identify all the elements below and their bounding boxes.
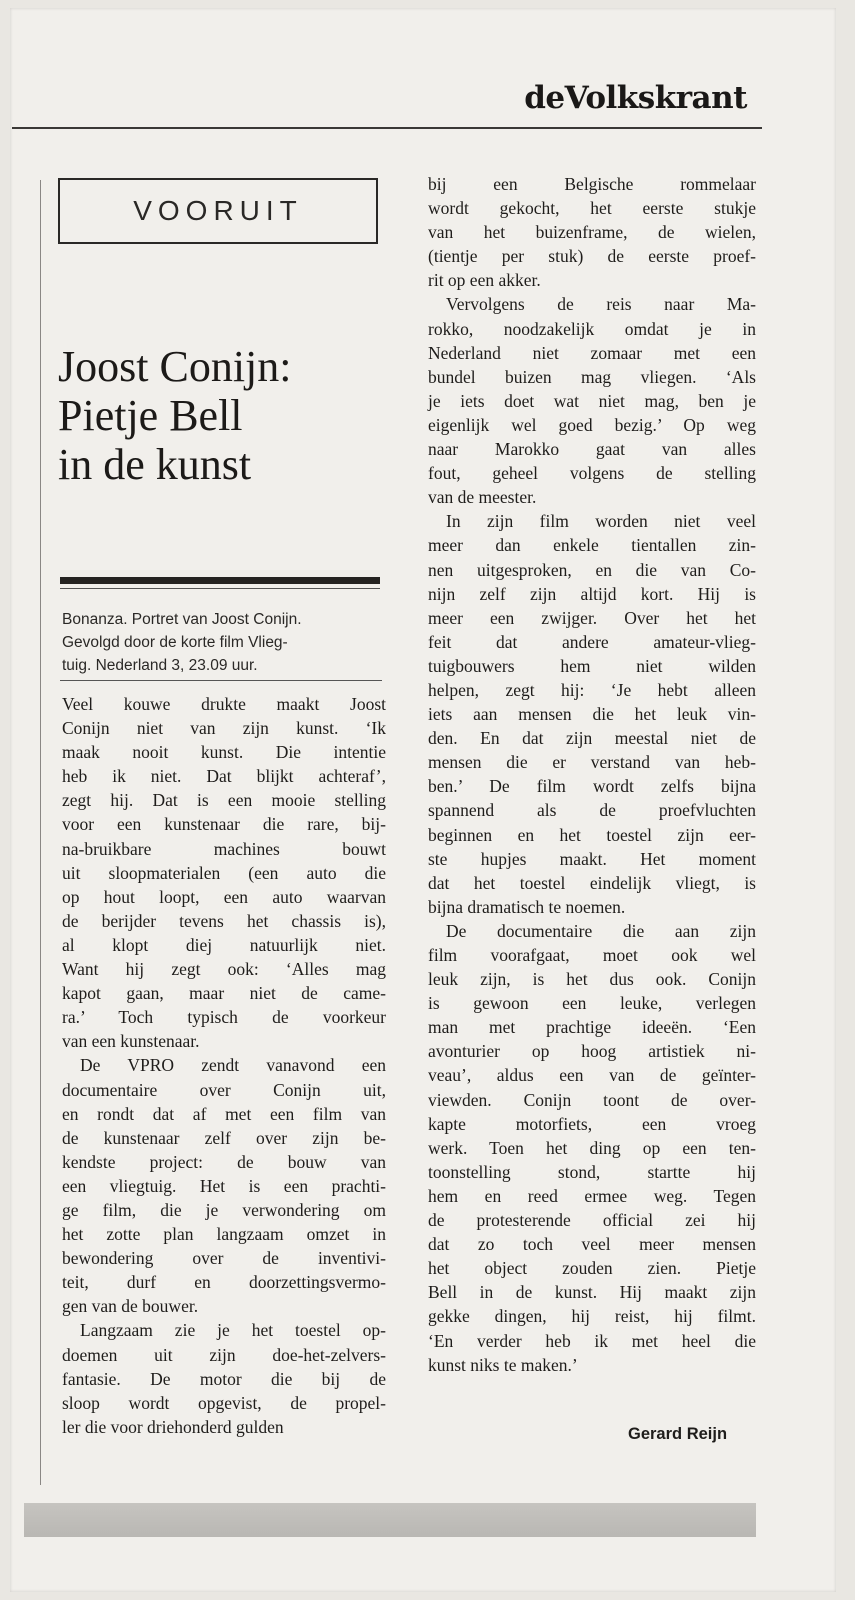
- masthead-logo: deVolkskrant: [524, 80, 747, 116]
- article-line: ‘En verder heb ik met heel die: [428, 1330, 756, 1351]
- scan-edge-band: [24, 1503, 756, 1537]
- article-line: De documentaire die aan zijn: [446, 920, 756, 941]
- credits-line: Gevolgd door de korte film Vlieg-: [62, 634, 288, 651]
- article-line: iets aan mensen die het leuk vin-: [428, 704, 756, 725]
- article-line: kapot gaan, maar niet de came-: [62, 983, 386, 1004]
- article-line: van het buizenframe, de wielen,: [428, 222, 756, 243]
- kicker-label: VOORUIT: [133, 195, 303, 226]
- column-rule: [40, 180, 41, 1485]
- article-line: voor een kunstenaar die rare, bij-: [62, 814, 386, 835]
- article-line: de protesterende official zei hij: [428, 1210, 756, 1231]
- article-line: en rondt dat af met een film van: [62, 1103, 386, 1124]
- article-line: De VPRO zendt vanavond een: [80, 1055, 386, 1076]
- article-line: bundel buizen mag vliegen. ‘Als: [428, 366, 756, 387]
- article-line: je iets doet wat niet mag, ben je: [428, 390, 756, 411]
- article-line: teit, durf en doorzettingsvermo-: [62, 1272, 386, 1293]
- article-line: dat zo toch veel meer mensen: [428, 1234, 756, 1255]
- article-line: het object zouden zien. Pietje: [428, 1258, 756, 1279]
- article-line: veau’, aldus een van de geïnter-: [428, 1065, 756, 1086]
- article-line: op hout loopt, een auto waarvan: [62, 886, 386, 907]
- article-line: avonturier op hoog artistiek ni-: [428, 1041, 756, 1062]
- article-line: meer dan enkele tientallen zin-: [428, 535, 756, 556]
- headline-line: in de kunst: [58, 440, 252, 489]
- article-line: ge film, die je verwondering om: [62, 1199, 386, 1220]
- article-line: de kunstenaar zelf over zijn be-: [62, 1127, 386, 1148]
- article-line: dat het toestel eindelijk vliegt, is: [428, 872, 756, 893]
- article-line: helpen, zegt hij: ‘Je hebt alleen: [428, 679, 756, 700]
- article-line: Bell in de kunst. Hij maakt zijn: [428, 1282, 756, 1303]
- article-line: Vervolgens de reis naar Ma-: [446, 294, 756, 315]
- article-line: maak nooit kunst. Die intentie: [62, 742, 386, 763]
- article-line: van een kunstenaar.: [62, 1031, 200, 1052]
- article-line: is gewoon een leuke, verlegen: [428, 993, 756, 1014]
- article-line: nijn zelf zijn altijd kort. Hij is: [428, 583, 756, 604]
- article-line: toonstelling stond, startte hij: [428, 1161, 756, 1182]
- headline-rule: [60, 577, 380, 584]
- article-line: nen uitgesproken, en die van Co-: [428, 559, 756, 580]
- article-line: Nederland niet zomaar met een: [428, 342, 756, 363]
- article-line: bewondering over de inventivi-: [62, 1248, 386, 1269]
- article-line: In zijn film worden niet veel: [446, 511, 756, 532]
- article-line: gen van de bouwer.: [62, 1296, 199, 1317]
- headline-line: Joost Conijn:: [58, 342, 292, 391]
- article-line: na-bruikbare machines bouwt: [62, 838, 386, 859]
- headline-line: Pietje Bell: [58, 391, 243, 440]
- article-line: Veel kouwe drukte maakt Joost: [62, 694, 386, 714]
- article-line: rokko, noodzakelijk omdat je in: [428, 318, 756, 339]
- article-line: documentaire over Conijn uit,: [62, 1079, 386, 1100]
- article-line: fantasie. De motor die bij de: [62, 1368, 386, 1389]
- broadcast-credits: [62, 608, 382, 677]
- article-line: de berijder tevens het chassis is),: [62, 910, 386, 931]
- article-line: een vliegtuig. Het is een prachti-: [62, 1175, 386, 1196]
- credits-line: tuig. Nederland 3, 23.09 uur.: [62, 657, 258, 674]
- article-line: Langzaam zie je het toestel op-: [80, 1320, 386, 1341]
- article-line: wordt gekocht, het eerste stukje: [428, 198, 756, 219]
- article-line: beginnen en het toestel zijn eer-: [428, 824, 756, 845]
- article-line: kapte motorfiets, een vroeg: [428, 1113, 756, 1134]
- article-line: kunst niks te maken.’: [428, 1354, 578, 1375]
- article-line: sloop wordt opgevist, de propel-: [62, 1392, 386, 1413]
- section-kicker: [58, 178, 378, 244]
- article-line: werk. Toen het ding op een ten-: [428, 1137, 756, 1158]
- article-line: spannend als de proefvluchten: [428, 800, 756, 821]
- article-line: heb ik niet. Dat blijkt achteraf’,: [62, 766, 386, 787]
- masthead-rule: [12, 127, 762, 129]
- article-line: ste hupjes maakt. Het moment: [428, 848, 756, 869]
- article-line: fout, geheel volgens de stelling: [428, 463, 756, 484]
- article-line: zegt hij. Dat is een mooie stelling: [62, 790, 386, 811]
- headline-rule-thin: [60, 588, 380, 589]
- article-line: rit op een akker.: [428, 270, 541, 291]
- article-line: naar Marokko gaat van alles: [428, 439, 756, 460]
- article-line: Conijn niet van zijn kunst. ‘Ik: [62, 718, 386, 739]
- article-line: leuk zijn, is het dus ook. Conijn: [428, 969, 756, 990]
- article-line: feit dat andere amateur-vlieg-: [428, 631, 756, 652]
- author-byline: Gerard Reijn: [628, 1425, 728, 1443]
- headline: [58, 342, 388, 489]
- article-line: film voorafgaat, moet ook wel: [428, 945, 756, 965]
- article-line: ra.’ Toch typisch de voorkeur: [62, 1007, 386, 1028]
- article-line: uit sloopmaterialen (een auto die: [62, 862, 386, 883]
- article-line: kendste project: de bouw van: [62, 1151, 386, 1172]
- article-line: al klopt diej natuurlijk niet.: [62, 934, 386, 955]
- article-line: den. En dat zijn meestal niet de: [428, 728, 756, 749]
- article-line: mensen die er verstand van heb-: [428, 752, 756, 773]
- article-line: meer een zwijger. Over het het: [428, 607, 756, 628]
- article-line: tuigbouwers hem niet wilden: [428, 655, 756, 676]
- article-line: doemen uit zijn doe-het-zelvers-: [62, 1344, 386, 1365]
- credits-separator: [60, 680, 382, 681]
- article-line: bij een Belgische rommelaar: [428, 174, 756, 194]
- article-line: man met prachtige ideeën. ‘Een: [428, 1017, 756, 1038]
- article-line: viewden. Conijn toont de over-: [428, 1089, 756, 1110]
- credits-line: Bonanza. Portret van Joost Conijn.: [62, 611, 302, 628]
- article-line: Want hij zegt ook: ‘Alles mag: [62, 959, 386, 980]
- article-line: hem en reed ermee weg. Tegen: [428, 1185, 756, 1206]
- article-line: bijna dramatisch te noemen.: [428, 896, 626, 917]
- article-line: gekke dingen, hij reist, hij filmt.: [428, 1306, 756, 1327]
- article-line: (tientje per stuk) de eerste proef-: [428, 246, 756, 267]
- article-column-right: [428, 172, 756, 1377]
- article-column-left: [62, 692, 386, 1439]
- article-line: het zotte plan langzaam omzet in: [62, 1224, 386, 1245]
- article-line: ben.’ De film wordt zelfs bijna: [428, 776, 756, 797]
- article-line: ler die voor driehonderd gulden: [62, 1416, 284, 1437]
- article-line: eigenlijk wel goed bezig.’ Op weg: [428, 414, 756, 435]
- article-line: van de meester.: [428, 487, 537, 508]
